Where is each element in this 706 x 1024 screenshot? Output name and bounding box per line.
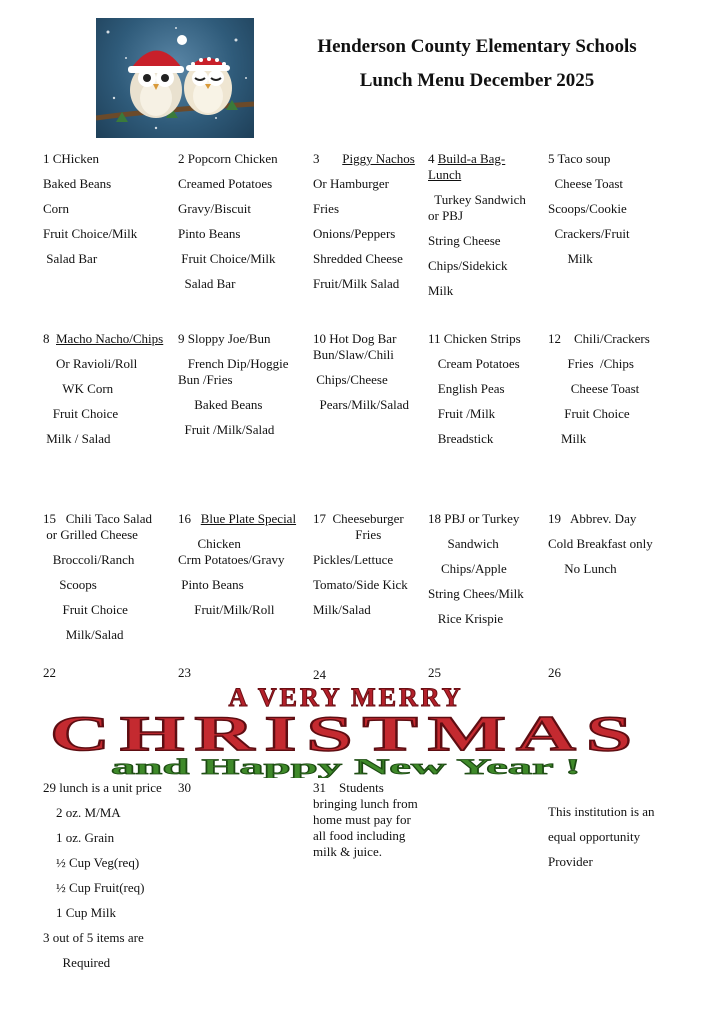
menu-line: Gravy/Biscuit	[178, 201, 251, 216]
menu-line: ½ Cup Veg(req)	[43, 855, 140, 870]
menu-day-12	[548, 331, 650, 447]
menu-line: 2 oz. M/MA	[43, 805, 121, 820]
menu-line: Chips/Apple	[428, 561, 507, 576]
menu-line: Required	[43, 955, 111, 970]
menu-line: French Dip/Hoggie	[178, 356, 289, 371]
menu-line: Chips/Cheese	[313, 372, 388, 387]
menu-line: Pinto Beans	[178, 226, 241, 241]
menu-line: bringing lunch from	[313, 796, 418, 811]
menu-headline: Blue Plate Special	[200, 511, 297, 526]
menu-line: Pinto Beans	[178, 577, 244, 592]
day-number: 8	[43, 331, 50, 346]
menu-day-9	[178, 331, 288, 438]
menu-line: Scoops	[43, 577, 97, 592]
menu-line: Milk	[548, 251, 593, 266]
menu-line: 19 Abbrev. Day	[548, 511, 637, 526]
menu-line: WK Corn	[43, 381, 114, 396]
menu-line: 10 Hot Dog Bar	[313, 331, 397, 346]
notice-line: Provider	[548, 854, 593, 869]
day-number-23: 23	[178, 665, 191, 680]
menu-line: 18 PBJ or Turkey	[428, 511, 520, 526]
day-number-26: 26	[548, 665, 561, 680]
menu-line: Rice Krispie	[428, 611, 504, 626]
menu-line: Fruit Choice	[43, 406, 119, 421]
menu-line: Cold Breakfast only	[548, 536, 653, 551]
menu-line: Fruit/Milk/Roll	[178, 602, 275, 617]
menu-day-1	[43, 151, 137, 267]
menu-line: or PBJ	[428, 208, 464, 223]
menu-line: Milk	[428, 283, 454, 298]
menu-line: 2 Popcorn Chicken	[178, 151, 278, 166]
menu-line: 11 Chicken Strips	[428, 331, 521, 346]
menu-line: Sandwich	[428, 536, 499, 551]
menu-line: Baked Beans	[43, 176, 112, 191]
menu-line: Fruit Choice/Milk	[178, 251, 276, 266]
day-number: 4	[428, 151, 435, 166]
menu-line: 1 oz. Grain	[43, 830, 115, 845]
menu-line: ½ Cup Fruit(req)	[43, 880, 145, 895]
notice-line: This institution is an	[548, 804, 655, 819]
menu-day-4	[428, 151, 526, 299]
menu-line: Onions/Peppers	[313, 226, 396, 241]
menu-line: Salad Bar	[178, 276, 236, 291]
banner-line-1: A VERY MERRY	[228, 683, 464, 712]
menu-line: English Peas	[428, 381, 505, 396]
menu-line: Fruit Choice	[548, 406, 630, 421]
menu-line: home must pay for	[313, 812, 411, 827]
menu-line: Tomato/Side Kick	[313, 577, 408, 592]
menu-line: Shredded Cheese	[313, 251, 403, 266]
menu-line: Fruit Choice	[43, 602, 128, 617]
banner-line-2: CHRISTMAS	[50, 705, 642, 761]
menu-line: Pickles/Lettuce	[313, 552, 394, 567]
notice-line: equal opportunity	[548, 829, 641, 844]
banner-line-3: and Happy New Year !	[111, 754, 581, 778]
day-number-25: 25	[428, 665, 441, 680]
day-number: 16	[178, 511, 191, 526]
menu-line: all food including	[313, 828, 406, 843]
menu-line: Breadstick	[428, 431, 494, 446]
page-subtitle: Lunch Menu December 2025	[359, 70, 595, 91]
menu-day-16	[178, 511, 296, 618]
menu-line: Salad Bar	[43, 251, 98, 266]
menu-line: 1 Cup Milk	[43, 905, 116, 920]
menu-line: String Chees/Milk	[428, 586, 524, 601]
menu-line: 29 lunch is a unit price	[43, 780, 162, 795]
menu-line: Baked Beans	[178, 397, 263, 412]
menu-day-15	[43, 511, 152, 643]
menu-day-3	[313, 151, 415, 292]
menu-headline: Piggy Nachos	[342, 151, 415, 166]
menu-line: Fries	[313, 527, 382, 542]
menu-day-2	[178, 151, 278, 292]
menu-line: 1 CHicken	[43, 151, 99, 166]
menu-line: Creamed Potatoes	[178, 176, 273, 191]
menu-headline: Build-a Bag-	[437, 151, 506, 166]
menu-day-31	[313, 780, 418, 860]
menu-day-11	[428, 331, 521, 447]
menu-headline: Macho Nacho/Chips	[56, 331, 164, 346]
page-title: Henderson County Elementary Schools	[317, 36, 637, 57]
menu-line: Cheese Toast	[548, 176, 624, 191]
menu-day-8	[43, 331, 163, 447]
menu-line: 3 out of 5 items are	[43, 930, 144, 945]
menu-line: Milk/Salad	[313, 602, 371, 617]
menu-line: 15 Chili Taco Salad	[43, 511, 152, 526]
menu-line: Fries	[313, 201, 339, 216]
menu-line: 5 Taco soup	[548, 151, 611, 166]
menu-day-10	[313, 331, 409, 413]
christmas-banner	[44, 682, 648, 778]
menu-line: 31 Students	[313, 780, 384, 795]
menu-line: Fruit /Milk/Salad	[178, 422, 275, 437]
menu-line: Milk	[548, 431, 587, 446]
menu-day-17	[313, 511, 408, 618]
menu-line: Milk/Salad	[43, 627, 124, 642]
menu-line: Scoops/Cookie	[548, 201, 627, 216]
menu-line: Cream Potatoes	[428, 356, 520, 371]
menu-day-29	[43, 780, 162, 971]
menu-line: Or Ravioli/Roll	[43, 356, 138, 371]
menu-line: Crackers/Fruit	[548, 226, 630, 241]
menu-line: milk & juice.	[313, 844, 382, 859]
menu-line: Fries /Chips	[548, 356, 634, 371]
day-number-30: 30	[178, 780, 191, 795]
menu-line: No Lunch	[548, 561, 617, 576]
menu-line: Corn	[43, 201, 69, 216]
menu-line: Chips/Sidekick	[428, 258, 508, 273]
menu-line: Fruit/Milk Salad	[313, 276, 400, 291]
menu-line: Or Hamburger	[313, 176, 389, 191]
menu-line: 12 Chili/Crackers	[548, 331, 650, 346]
menu-day-18	[428, 511, 524, 627]
day-number-22: 22	[43, 665, 56, 680]
menu-day-19	[548, 511, 653, 577]
menu-line: 9 Sloppy Joe/Bun	[178, 331, 271, 346]
equal-opportunity-notice	[548, 804, 655, 870]
menu-line: or Grilled Cheese	[43, 527, 138, 542]
menu-headline: Lunch	[428, 167, 462, 182]
menu-line: Fruit Choice/Milk	[43, 226, 138, 241]
menu-line: Broccoli/Ranch	[43, 552, 135, 567]
day-number-24: 24	[313, 667, 326, 682]
owls-illustration	[96, 18, 254, 138]
menu-line: Milk / Salad	[43, 431, 111, 446]
menu-line: 17 Cheeseburger	[313, 511, 404, 526]
menu-line: Cheese Toast	[548, 381, 640, 396]
menu-line: Bun/Slaw/Chili	[313, 347, 394, 362]
menu-line: Crm Potatoes/Gravy	[178, 552, 285, 567]
menu-line: Chicken	[178, 536, 241, 551]
menu-line: Turkey Sandwich	[428, 192, 526, 207]
menu-line: Bun /Fries	[178, 372, 233, 387]
menu-day-5	[548, 151, 630, 267]
menu-line: Pears/Milk/Salad	[313, 397, 410, 412]
menu-line: Fruit /Milk	[428, 406, 496, 421]
menu-line: String Cheese	[428, 233, 501, 248]
day-number: 3	[313, 151, 320, 166]
